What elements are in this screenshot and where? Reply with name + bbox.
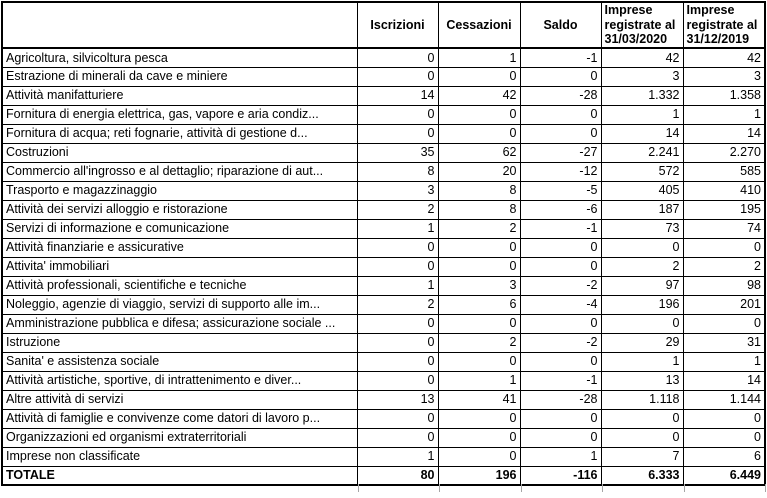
row-label: Istruzione (2, 333, 357, 352)
table-row (2, 447, 765, 466)
table-row (2, 162, 765, 181)
cell-value: 80 (357, 466, 438, 485)
cell-value: 405 (601, 181, 683, 200)
cell-value: 196 (438, 466, 520, 485)
table-row (2, 105, 765, 124)
row-label: Noleggio, agenzie di viaggio, servizi di supporto alle im... (2, 295, 357, 314)
cell-value: 0 (520, 409, 601, 428)
cell-value: 0 (520, 352, 601, 371)
cell-value: 2.270 (683, 143, 765, 162)
row-label: Imprese non classificate (2, 447, 357, 466)
row-label: Commercio all'ingrosso e al dettaglio; riparazione di aut... (2, 162, 357, 181)
gridline-stub (521, 484, 522, 492)
cell-value: 20 (438, 162, 520, 181)
cell-value: 0 (438, 67, 520, 86)
cell-value: -12 (520, 162, 601, 181)
cell-value: 6 (683, 447, 765, 466)
cell-value: 1 (520, 447, 601, 466)
row-label: Organizzazioni ed organismi extraterritoriali (2, 428, 357, 447)
cell-value: 0 (520, 105, 601, 124)
cell-value: -28 (520, 390, 601, 409)
cell-value: 0 (683, 314, 765, 333)
row-label: Attività professionali, scientifiche e tecniche (2, 276, 357, 295)
table-header-row (2, 2, 765, 48)
cell-value: 1 (438, 48, 520, 67)
table-body (2, 48, 765, 485)
column-header-cessazioni: Cessazioni (438, 2, 520, 48)
cell-value: -4 (520, 295, 601, 314)
cell-value: 0 (601, 238, 683, 257)
table-row (2, 181, 765, 200)
column-header-imprese-31-12-2019: Imprese registrate al 31/12/2019 (683, 2, 765, 48)
table-row (2, 257, 765, 276)
cell-value: -1 (520, 219, 601, 238)
cell-value: 0 (357, 48, 438, 67)
table-row (2, 409, 765, 428)
row-label: Fornitura di acqua; reti fognarie, attività di gestione d... (2, 124, 357, 143)
column-header-saldo: Saldo (520, 2, 601, 48)
table-row (2, 352, 765, 371)
cell-value: 42 (438, 86, 520, 105)
cell-value: 0 (520, 67, 601, 86)
table-row (2, 333, 765, 352)
column-header-imprese-31-03-2020: Imprese registrate al 31/03/2020 (601, 2, 683, 48)
table-row (2, 314, 765, 333)
cell-value: 29 (601, 333, 683, 352)
cell-value: 41 (438, 390, 520, 409)
cell-value: 3 (601, 67, 683, 86)
cell-value: 3 (438, 276, 520, 295)
cell-value: 6.449 (683, 466, 765, 485)
cell-value: 14 (683, 371, 765, 390)
cell-value: 1 (601, 352, 683, 371)
table-row (2, 219, 765, 238)
cell-value: 1 (601, 105, 683, 124)
cell-value: 0 (683, 428, 765, 447)
cell-value: 0 (357, 238, 438, 257)
cell-value: 2.241 (601, 143, 683, 162)
cell-value: 0 (438, 447, 520, 466)
cell-value: 0 (438, 428, 520, 447)
table-row (2, 86, 765, 105)
cell-value: 3 (683, 67, 765, 86)
cell-value: 0 (601, 409, 683, 428)
cell-value: 0 (357, 333, 438, 352)
cell-value: 0 (520, 257, 601, 276)
cell-value: 8 (438, 181, 520, 200)
cell-value: -28 (520, 86, 601, 105)
table-row (2, 295, 765, 314)
cell-value: 1.332 (601, 86, 683, 105)
cell-value: 187 (601, 200, 683, 219)
cell-value: 42 (683, 48, 765, 67)
cell-value: 7 (601, 447, 683, 466)
cell-value: -2 (520, 276, 601, 295)
row-label: Fornitura di energia elettrica, gas, vapore e aria condiz... (2, 105, 357, 124)
cell-value: 62 (438, 143, 520, 162)
cell-value: 6 (438, 295, 520, 314)
cell-value: 1 (438, 371, 520, 390)
cell-value: -5 (520, 181, 601, 200)
cell-value: 0 (601, 314, 683, 333)
cell-value: 585 (683, 162, 765, 181)
cell-value: 0 (438, 105, 520, 124)
cell-value: 35 (357, 143, 438, 162)
row-label: Attività manifatturiere (2, 86, 357, 105)
table-row (2, 143, 765, 162)
table-row (2, 48, 765, 67)
gridline-stub (684, 484, 685, 492)
cell-value: 1 (683, 352, 765, 371)
cell-value: -1 (520, 371, 601, 390)
cell-value: 410 (683, 181, 765, 200)
gridline-stub (439, 484, 440, 492)
cell-value: 0 (520, 124, 601, 143)
cell-value: 0 (357, 409, 438, 428)
table-row (2, 276, 765, 295)
cell-value: 195 (683, 200, 765, 219)
cell-value: 0 (683, 238, 765, 257)
cell-value: 31 (683, 333, 765, 352)
table-row (2, 428, 765, 447)
cell-value: 1.144 (683, 390, 765, 409)
row-label: Attivita' immobiliari (2, 257, 357, 276)
cell-value: -1 (520, 48, 601, 67)
cell-value: 0 (438, 257, 520, 276)
table-row (2, 238, 765, 257)
cell-value: -6 (520, 200, 601, 219)
cell-value: 0 (357, 352, 438, 371)
total-row (2, 466, 765, 485)
cell-value: -116 (520, 466, 601, 485)
table-row (2, 67, 765, 86)
cell-value: 1.358 (683, 86, 765, 105)
cell-value: 8 (438, 200, 520, 219)
cell-value: 98 (683, 276, 765, 295)
cell-value: 2 (683, 257, 765, 276)
cell-value: 0 (357, 105, 438, 124)
cell-value: 42 (601, 48, 683, 67)
cell-value: -27 (520, 143, 601, 162)
cell-value: 0 (357, 314, 438, 333)
cell-value: 1 (357, 276, 438, 295)
table-row (2, 390, 765, 409)
cell-value: 0 (438, 238, 520, 257)
gridline-stub (602, 484, 603, 492)
cell-value: 572 (601, 162, 683, 181)
cell-value: 2 (357, 200, 438, 219)
row-label: Altre attività di servizi (2, 390, 357, 409)
gridline-stub (765, 484, 766, 492)
row-label: Estrazione di minerali da cave e miniere (2, 67, 357, 86)
cell-value: 0 (520, 428, 601, 447)
table-row (2, 124, 765, 143)
cell-value: 2 (438, 219, 520, 238)
row-label: Sanita' e assistenza sociale (2, 352, 357, 371)
row-label: Attività dei servizi alloggio e ristorazione (2, 200, 357, 219)
cell-value: 0 (357, 371, 438, 390)
cell-value: 196 (601, 295, 683, 314)
cell-value: 0 (357, 428, 438, 447)
row-label: Trasporto e magazzinaggio (2, 181, 357, 200)
cell-value: 0 (438, 409, 520, 428)
cell-value: 2 (601, 257, 683, 276)
cell-value: 8 (357, 162, 438, 181)
row-label: Servizi di informazione e comunicazione (2, 219, 357, 238)
cell-value: 1 (357, 447, 438, 466)
row-label: Attività finanziarie e assicurative (2, 238, 357, 257)
table-row (2, 200, 765, 219)
cell-value: 201 (683, 295, 765, 314)
row-label: Attività artistiche, sportive, di intrattenimento e diver... (2, 371, 357, 390)
cell-value: -2 (520, 333, 601, 352)
cell-value: 1.118 (601, 390, 683, 409)
cell-value: 0 (438, 314, 520, 333)
gridline-stub (358, 484, 359, 492)
cell-value: 2 (357, 295, 438, 314)
cell-value: 14 (357, 86, 438, 105)
cell-value: 13 (357, 390, 438, 409)
cell-value: 13 (601, 371, 683, 390)
table-row (2, 371, 765, 390)
sector-registrations-table (1, 1, 766, 486)
column-header-sector (2, 2, 357, 48)
cell-value: 2 (438, 333, 520, 352)
column-header-iscrizioni: Iscrizioni (357, 2, 438, 48)
cell-value: 0 (438, 124, 520, 143)
cell-value: 14 (683, 124, 765, 143)
row-label: TOTALE (2, 466, 357, 485)
cell-value: 0 (601, 428, 683, 447)
row-label: Costruzioni (2, 143, 357, 162)
cell-value: 1 (683, 105, 765, 124)
row-label: Attività di famiglie e convivenze come datori di lavoro p... (2, 409, 357, 428)
row-label: Amministrazione pubblica e difesa; assicurazione sociale ... (2, 314, 357, 333)
cell-value: 1 (357, 219, 438, 238)
cell-value: 74 (683, 219, 765, 238)
cell-value: 14 (601, 124, 683, 143)
cell-value: 97 (601, 276, 683, 295)
cell-value: 0 (683, 409, 765, 428)
cell-value: 0 (438, 352, 520, 371)
cell-value: 0 (357, 67, 438, 86)
cell-value: 0 (520, 314, 601, 333)
row-label: Agricoltura, silvicoltura pesca (2, 48, 357, 67)
cell-value: 6.333 (601, 466, 683, 485)
cell-value: 73 (601, 219, 683, 238)
cell-value: 0 (357, 124, 438, 143)
cell-value: 0 (520, 238, 601, 257)
cell-value: 3 (357, 181, 438, 200)
cell-value: 0 (357, 257, 438, 276)
